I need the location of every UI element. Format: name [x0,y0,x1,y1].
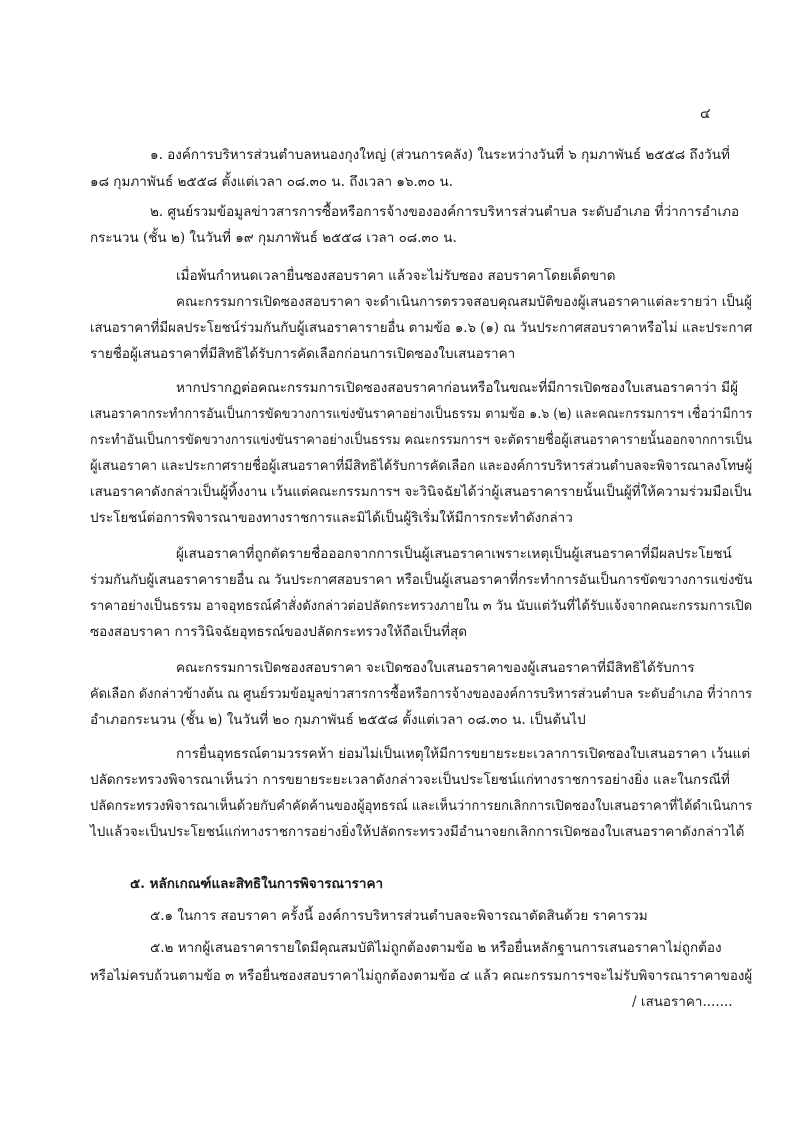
paragraph-line: การยื่นอุทธรณ์ตามวรรคห้า ย่อมไม่เป็นเหตุให้มีการขยายระยะเวลาการเปิดซองใบเสนอราคา เว้นแต่ [176,746,751,762]
paragraph-line: หากปรากฏต่อคณะกรรมการเปิดซองสอบราคาก่อนหรือในขณะที่มีการเปิดซองใบเสนอราคาว่า มีผู้ [176,380,738,396]
paragraph-line: เสนอราคาดังกล่าวเป็นผู้ทิ้งงาน เว้นแต่คณะกรรมการฯ จะวินิจฉัยได้ว่าผู้เสนอราคารายนั้นเป็นผู้ที่ให้ความร่วมมือเป็น [90,484,752,500]
paragraph-line: ๕.๑ ในการ สอบราคา ครั้งนี้ องค์การบริหารส่วนตำบลจะพิจารณาตัดสินด้วย ราคารวม [150,908,648,924]
paragraph-line: ๑๘ กุมภาพันธ์ ๒๕๕๘ ตั้งแต่เวลา ๐๘.๓๐ น. ถึงเวลา ๑๖.๓๐ น. [90,174,454,190]
paragraph-line: ๑. องค์การบริหารส่วนตำบลหนองกุงใหญ่ (ส่วนการคลัง) ในระหว่างวันที่ ๖ กุมภาพันธ์ ๒๕๕๘ ถึงวันที่ [150,147,730,163]
paragraph-line: กระทำอันเป็นการขัดขวางการแข่งขันราคาอย่างเป็นธรรม คณะกรรมการฯ จะตัดรายชื่อผู้เสนอราคารายนั้นออกจากการเป็น [90,432,753,448]
paragraph-line: รายชื่อผู้เสนอราคาที่มีสิทธิได้รับการคัดเลือกก่อนการเปิดซองใบเสนอราคา [90,346,516,362]
paragraph-line: ซองสอบราคา การวินิจฉัยอุทธรณ์ของปลัดกระทรวงให้ถือเป็นที่สุด [90,624,467,640]
paragraph-line: เมื่อพ้นกำหนดเวลายื่นซองสอบราคา แล้วจะไม่รับซอง สอบราคาโดยเด็ดขาด [176,268,616,284]
section-heading: ๕. หลักเกณฑ์และสิทธิในการพิจารณาราคา [130,876,384,892]
paragraph-line: เสนอราคากระทำการอันเป็นการขัดขวางการแข่งขันราคาอย่างเป็นธรรม ตามข้อ ๑.๖ (๒) และคณะกรรมการฯ เชื่อว่ามีการ [90,406,753,422]
paragraph-line: ๕.๒ หากผู้เสนอราคารายใดมีคุณสมบัติไม่ถูกต้องตามข้อ ๒ หรือยื่นหลักฐานการเสนอราคาไม่ถูกต้อง [150,940,722,956]
paragraph-line: กระนวน (ชั้น ๒) ในวันที่ ๑๙ กุมภาพันธ์ ๒๕๕๘ เวลา ๐๘.๓๐ น. [90,230,457,246]
paragraph-line: คณะกรรมการเปิดซองสอบราคา จะเปิดซองใบเสนอราคาของผู้เสนอราคาที่มีสิทธิได้รับการ [176,660,695,676]
paragraph-line: ประโยชน์ต่อการพิจารณาของทางราชการและมิได้เป็นผู้ริเริ่มให้มีการกระทำดังกล่าว [90,510,573,526]
continuation-footer: / เสนอราคา....... [632,994,733,1010]
paragraph-line: คัดเลือก ดังกล่าวข้างต้น ณ ศูนย์รวมข้อมูลข่าวสารการซื้อหรือการจ้างขององค์การบริหารส่วนตำบล ระดับอำเภอ ที่ว่าการ [90,686,753,702]
paragraph-line: อำเภอกระนวน (ชั้น ๒) ในวันที่ ๒๐ กุมภาพันธ์ ๒๕๕๘ ตั้งแต่เวลา ๐๘.๓๐ น. เป็นต้นไป [90,712,586,728]
paragraph-line: ผู้เสนอราคา และประกาศรายชื่อผู้เสนอราคาที่มีสิทธิได้รับการคัดเลือก และองค์การบริหารส่วนตำบลจะพิจารณาลงโทษผู้ [90,458,753,474]
paragraph-line: ๒. ศูนย์รวมข้อมูลข่าวสารการซื้อหรือการจ้างขององค์การบริหารส่วนตำบล ระดับอำเภอ ที่ว่าการอำเภอ [150,204,740,220]
paragraph-line: คณะกรรมการเปิดซองสอบราคา จะดำเนินการตรวจสอบคุณสมบัติของผู้เสนอราคาแต่ละรายว่า เป็นผู้ [176,294,752,310]
paragraph-line: ไปแล้วจะเป็นประโยชน์แก่ทางราชการอย่างยิ่งให้ปลัดกระทรวงมีอำนาจยกเลิกการเปิดซองใบเสนอราคาดังกล่าวได้ [90,824,745,840]
paragraph-line: เสนอราคาที่มีผลประโยชน์ร่วมกันกับผู้เสนอราคารายอื่น ตามข้อ ๑.๖ (๑) ณ วันประกาศสอบราคาหรือไม่ และประกาศ [90,320,753,336]
paragraph-line: ผู้เสนอราคาที่ถูกตัดรายชื่อออกจากการเป็นผู้เสนอราคาเพราะเหตุเป็นผู้เสนอราคาที่มีผลประโยชน์ [176,546,732,562]
paragraph-line: หรือไม่ครบถ้วนตามข้อ ๓ หรือยื่นซองสอบราคาไม่ถูกต้องตามข้อ ๔ แล้ว คณะกรรมการฯจะไม่รับพิจารณาราคาของผู้ [90,968,753,984]
paragraph-line: ปลัดกระทรวงพิจารณาเห็นว่า การขยายระยะเวลาดังกล่าวจะเป็นประโยชน์แก่ทางราชการอย่างยิ่ง และในกรณีที่ [90,772,730,788]
page-number: ๔ [700,106,711,122]
paragraph-line: ร่วมกันกับผู้เสนอราคารายอื่น ณ วันประกาศสอบราคา หรือเป็นผู้เสนอราคาที่กระทำการอันเป็นการขัดขวางการแข่งขัน [90,572,753,588]
paragraph-line: ปลัดกระทรวงพิจารณาเห็นด้วยกับคำคัดค้านของผู้อุทธรณ์ และเห็นว่าการยกเลิกการเปิดซองใบเสนอราคาที่ได้ดำเนินการ [90,798,753,814]
paragraph-line: ราคาอย่างเป็นธรรม อาจอุทธรณ์คำสั่งดังกล่าวต่อปลัดกระทรวงภายใน ๓ วัน นับแต่วันที่ได้รับแจ้งจากคณะกรรมการเปิด [90,598,753,614]
